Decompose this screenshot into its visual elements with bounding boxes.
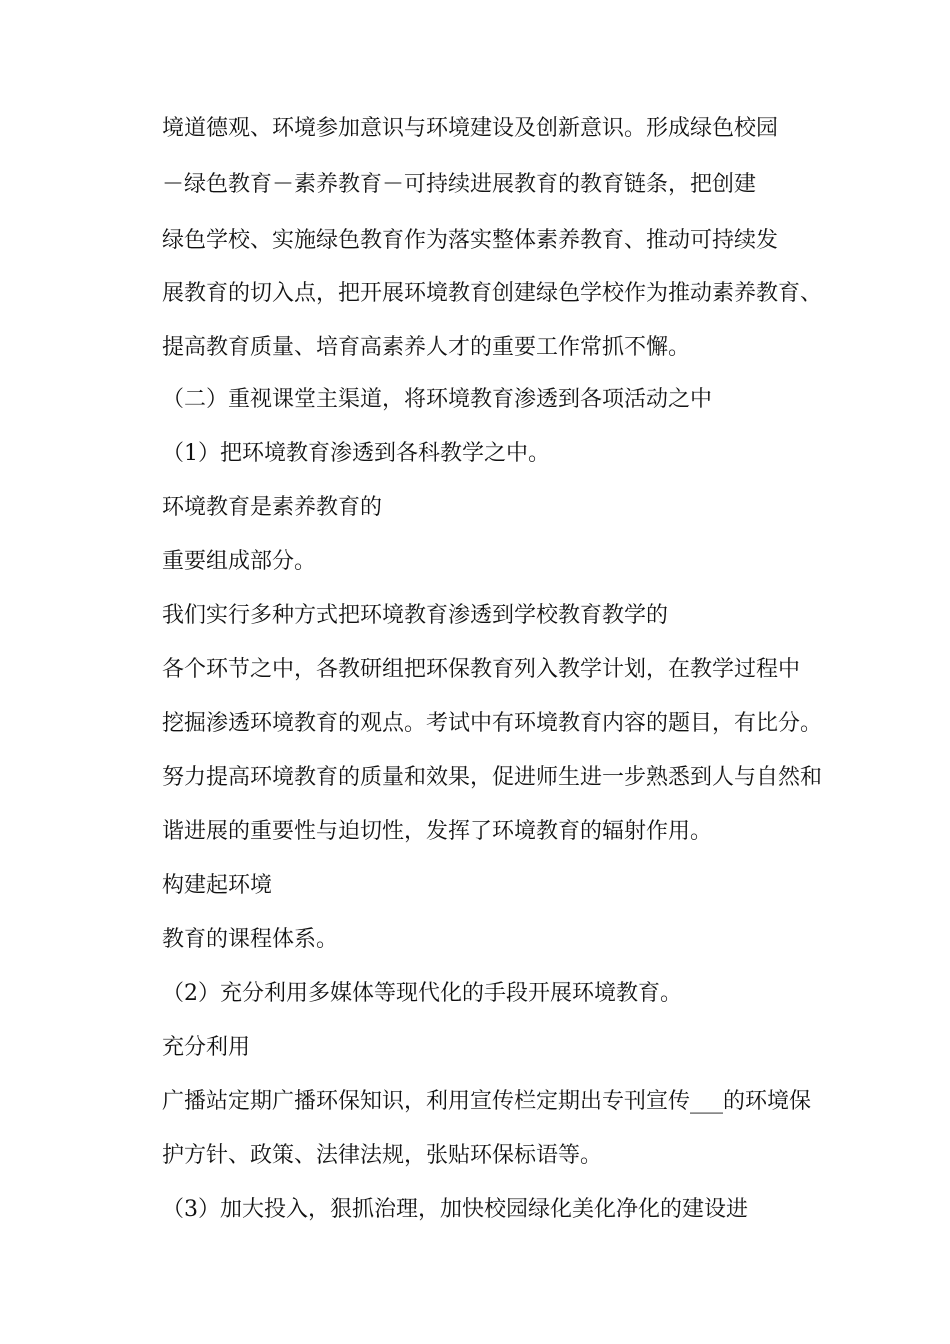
text-line: 重要组成部分。 [162,549,317,574]
text-line: 提高教育质量、培育高素养人才的重要工作常抓不懈。 [162,335,691,360]
text-line: 境道德观、环境参加意识与环境建设及创新意识。形成绿色校园 [162,116,779,141]
text-line: 努力提高环境教育的质量和效果，促进师生进一步熟悉到人与自然和 [162,765,823,790]
text-line: 我们实行多种方式把环境教育渗透到学校教育教学的 [162,603,669,628]
text-line: 挖掘渗透环境教育的观点。考试中有环境教育内容的题目，有比分。 [162,711,823,736]
section-heading: （二）重视课堂主渠道，将环境教育渗透到各项活动之中 [162,387,713,412]
subsection-heading: （2）充分利用多媒体等现代化的手段开展环境教育。 [162,981,682,1006]
text-line: 展教育的切入点，把开展环境教育创建绿色学校作为推动素养教育、 [162,281,823,306]
text-line: 教育的课程体系。 [162,927,339,952]
text-line: 广播站定期广播环保知识，利用宣传栏定期出专刊宣传___的环境保 [162,1089,812,1114]
text-line: 谐进展的重要性与迫切性，发挥了环境教育的辐射作用。 [162,819,713,844]
text-line: 环境教育是素养教育的 [162,495,383,520]
text-line: －绿色教育－素养教育－可持续进展教育的教育链条，把创建 [162,172,757,197]
text-line: 构建起环境 [162,873,273,898]
text-line: 充分利用 [162,1035,251,1060]
subsection-heading: （1）把环境教育渗透到各科教学之中。 [162,441,550,466]
text-line: 各个环节之中，各教研组把环保教育列入教学计划，在教学过程中 [162,657,801,682]
text-line: 护方针、政策、法律法规，张贴环保标语等。 [162,1143,603,1168]
text-line: 绿色学校、实施绿色教育作为落实整体素养教育、推动可持续发 [162,228,779,253]
subsection-heading: （3）加大投入，狠抓治理，加快校园绿化美化净化的建设进 [162,1197,748,1222]
